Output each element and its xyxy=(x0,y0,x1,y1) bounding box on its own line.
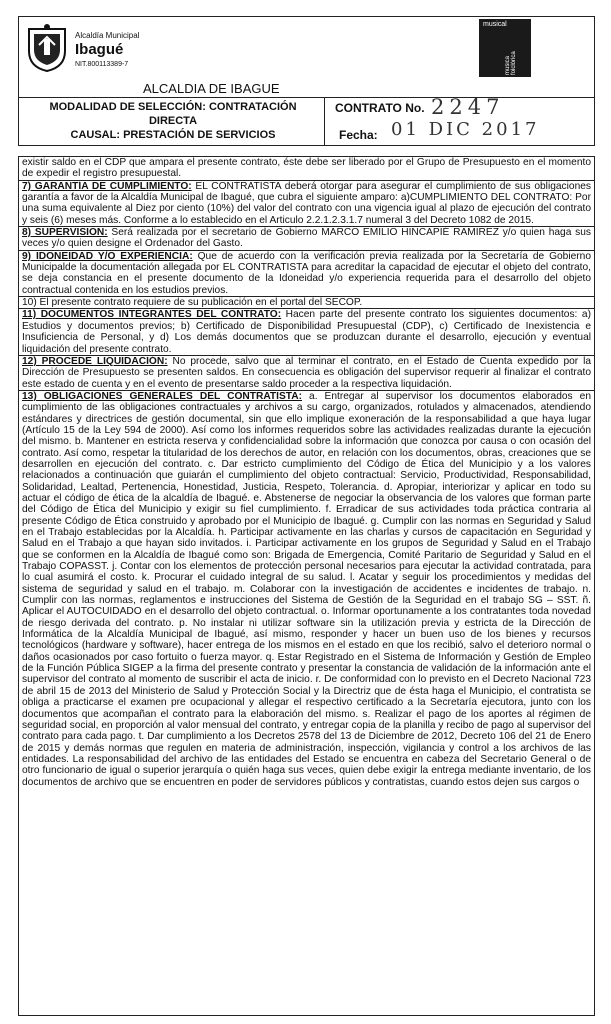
logo-area xyxy=(19,17,479,79)
section-text: Será realizada por el secretario de Gobierno MARCO EMILIO HINCAPIÉ RAMIREZ y/o quien haga sus veces y/o quien designe el Ordenador del Gasto. xyxy=(22,227,592,250)
causal-line: CAUSAL: PRESTACIÓN DE SERVICIOS xyxy=(70,129,276,141)
contrato-number: 2247 xyxy=(431,95,505,119)
contract-page xyxy=(18,16,595,1016)
section-secop xyxy=(19,297,594,309)
header-divider xyxy=(19,97,594,98)
section-supervision xyxy=(19,227,594,251)
section-text: a. Entregar al supervisor los documentos elaborados en cumplimiento de las obligaciones contractuales y archivos a su cargo, organizados, rotulados y almacenados, atendiendo estándares y directrices de gestión documental, sin que ello implique exoneración de la responsabilidad a que haya lugar (Artículo 15 de la Ley 594 de 2000). Así como los informes requeridos sobre las actividades realizadas durante la ejecución del mismo. b. Mantener en estricta reserva y confidencialidad sobre la información que conozca por causa o con ocasión del contrato. Así como, respetar la titularidad de los derechos de autor, en relación con los documentos, obras, creaciones que se desarrollen en ejecución del contrato. c. Dar estricto cumplimiento del Código de Ética del Municipio y a los valores relacionados a continuación que guiarán el cumplimiento del objeto contractual: Servicio, Productividad, Responsabilidad, Solidaridad, Lealtad, Pertenencia, Honestidad, Justicia, Respeto, Tolerancia. d. Apropiar, interiorizar y aplicar en todo su actuar el código de ética de la alcaldía de Ibagué. e. Abstenerse de negociar la observancia de los valores que forman parte del Código de Ética del Municipio y exigir su fiel cumplimiento. f. Erradicar de sus actividades toda práctica contraria al presente Código de Ética construido y aprobado por el Municipio de Ibagué. g. Cumplir con las normas en Seguridad y Salud en el Trabajo establecidas por la Alcaldía. h. Participar activamente en las charlas y cursos de capacitación en Seguridad y Salud en el Trabajo a que hayan sido invitados. i. Participar activamente en los grupos de Seguridad y Salud en el Trabajo que se conformen en la Alcaldía de Ibagué como son: Brigada de Emergencia, Comité Paritario de Seguridad y Salud en el Trabajo COPASST. j. Contar con los elementos de protección personal necesarios para ejecutar la actividad contratada, para lo cual asumirá el costo. k. Procurar el cuidado integral de su salud. l. Acatar y seguir los procedimientos y medidas del sistema de seguridad y salud en el trabajo. m. Colaborar con la investigación de accidentes e incidentes de trabajo. n. Cumplir con las normas, reglamentos e instrucciones del Sistema de Gestión de la Seguridad en el trabajo SG – SST. ñ. Aplicar el AUTOCUIDADO en el desarrollo del objeto contractual. o. Informar oportunamente a los contratantes toda novedad de riesgo derivada del contrato. p. No instalar ni utilizar software sin la utilización previa y estricta de la Dirección de Informática de la Alcaldía Municipal de Ibagué, así mismo, responder y hacer un buen uso de los bienes y recursos tecnológicos (hardware y software), hacer entrega de los mismos en el estado en que los recibió, salvo el deterioro normal o daños ocasionados por caso fortuito o fuerza mayor. q. Estar Registrado en el Sistema de Información y Gestión de Empleo de la Función Pública SIGEP a la firma del presente contrato y presentar la constancia de validación de la información ante el supervisor del contrato al momento de suscribir el acta de inicio. r. De conformidad con lo previsto en el Decreto Nacional 723 de abril 15 de 2013 del Ministerio de Salud y Protección Social y la Directriz que de ésta haga el Municipio, el contratista se obliga a practicarse el examen pre ocupacional y allegar el respectivo certificado a la Secretaría ejecutora, junto con los documentos que acompañan el contrato para la elaboración del mismo. s. Realizar el pago de los aportes al régimen de seguridad social, en proporción al valor mensual del contrato, y entregar copia de la planilla y recibo de pago al supervisor del contrato para cada pago. t. Dar cumplimiento a los Decretos 2578 del 13 de Diciembre de 2012, Decreto 106 del 21 de Enero de 2015 y demás normas que regulen en materia de administración, inspección, vigilancia y control a los archivos de las entidades. La responsabilidad del archivo de las entidades del Estado se encuentra en cabeza del Secretario General o de otro funcionario de igual o superior jerarquía o quién haga sus veces, quien debe exigir la entrega mediante inventario, de los documentos de archivo que se encuentren en poder de servidores públicos y contratistas, cuando estos dejen sus cargos o xyxy=(22,390,591,788)
modalidad-line-1: MODALIDAD DE SELECCIÓN: CONTRATACIÓN xyxy=(49,101,297,113)
section-garantia xyxy=(19,181,594,227)
section-text: 10) El presente contrato requiere de su publicación en el portal del SECOP. xyxy=(22,297,363,309)
header-vertical-divider xyxy=(324,97,325,145)
section-text: No procede, salvo que al terminar el contrato, en el Estado de Cuenta expedido por la Dirección de Presupuesto se presenten saldos. En consecuencia es obligación del supervisor requerir al finalizar el contrato este estado de cuenta y en el evento de presentarse saldo proceder a la respectiva liquidación. xyxy=(22,355,591,390)
contract-body xyxy=(18,156,595,1016)
section-documentos xyxy=(19,309,594,355)
fecha-label: Fecha: xyxy=(339,128,378,142)
fecha-value: 01 DIC 2017 xyxy=(391,119,540,140)
section-title: 12) PROCEDE LIQUIDACIÓN: xyxy=(22,355,168,367)
modalidad-line-2: DIRECTA xyxy=(148,115,198,127)
alcaldia-title: ALCALDIA DE IBAGUE xyxy=(143,81,280,96)
section-cdp-saldo xyxy=(19,157,594,181)
section-liquidacion xyxy=(19,356,594,391)
section-text: EL CONTRATISTA deberá otorgar para asegurar el cumplimiento de sus obligaciones garantía a favor de la Alcaldía Municipal de Ibagué, que cubra el siguiente amparo: a)CUMPLIMIENTO DEL CONTRATO: Por una suma equivalente al Diez por ciento (10%) del valor del contrato con una vigencia igual al plazo de ejecución del contrato y seis (6) meses más. Conforme a lo establecido en el Articulo 2.2.1.2.3.1.7 numeral 3 del Decreto 1082 de 2015. xyxy=(22,180,591,226)
logo-city: Ibagué xyxy=(75,41,124,58)
modalidad-block xyxy=(25,100,321,142)
section-obligaciones xyxy=(19,391,594,788)
section-title: 8) SUPERVISION: xyxy=(22,227,108,239)
section-text: Que de acuerdo con la verificación previa realizada por la Secretaría de Gobierno Municipalde la documentación allegada por EL CONTRATISTA para acreditar la capacidad de ejecutar el objeto del contrato, se deja constancia en el presente documento de la Idoneidad y/o experiencia requerida para el desarrollo del objeto contractual contenida en los estudios previos. xyxy=(22,250,591,296)
section-title: 11) DOCUMENTOS INTEGRANTES DEL CONTRATO: xyxy=(22,309,282,321)
stamp-strip: música folclórica xyxy=(505,51,517,75)
section-title: 13) OBLIGACIONES GENERALES DEL CONTRATISTA: xyxy=(22,390,302,402)
section-title: 7) GARANTÍA DE CUMPLIMIENTO: xyxy=(22,180,192,192)
stamp-label: musical xyxy=(483,21,507,28)
contrato-label: CONTRATO No. xyxy=(335,101,425,115)
crest-icon xyxy=(25,23,69,73)
section-title: 9) IDONEIDAD Y/O EXPERIENCIA: xyxy=(22,250,193,262)
section-idoneidad xyxy=(19,251,594,297)
logo-nit: NIT.800113389-7 xyxy=(75,61,129,68)
contract-header xyxy=(18,16,595,146)
logo-subtitle: Alcaldía Municipal xyxy=(75,31,140,40)
section-text: Hacen parte del presente contrato los siguientes documentos: a) Estudios y documentos previos; b) Certificado de Disponibilidad Presupuestal (CDP), c) Certificado de Inexistencia e Insuficiencia de Personal, y d) Los demás documentos que se produzcan durante el desarrollo, ejecución y eventual liquidación del presente contrato. xyxy=(22,309,591,355)
section-text: existir saldo en el CDP que ampara el presente contrato, éste debe ser liberado por el Grupo de Presupuesto en el momento de expedir el registro presupuestal. xyxy=(22,157,591,180)
